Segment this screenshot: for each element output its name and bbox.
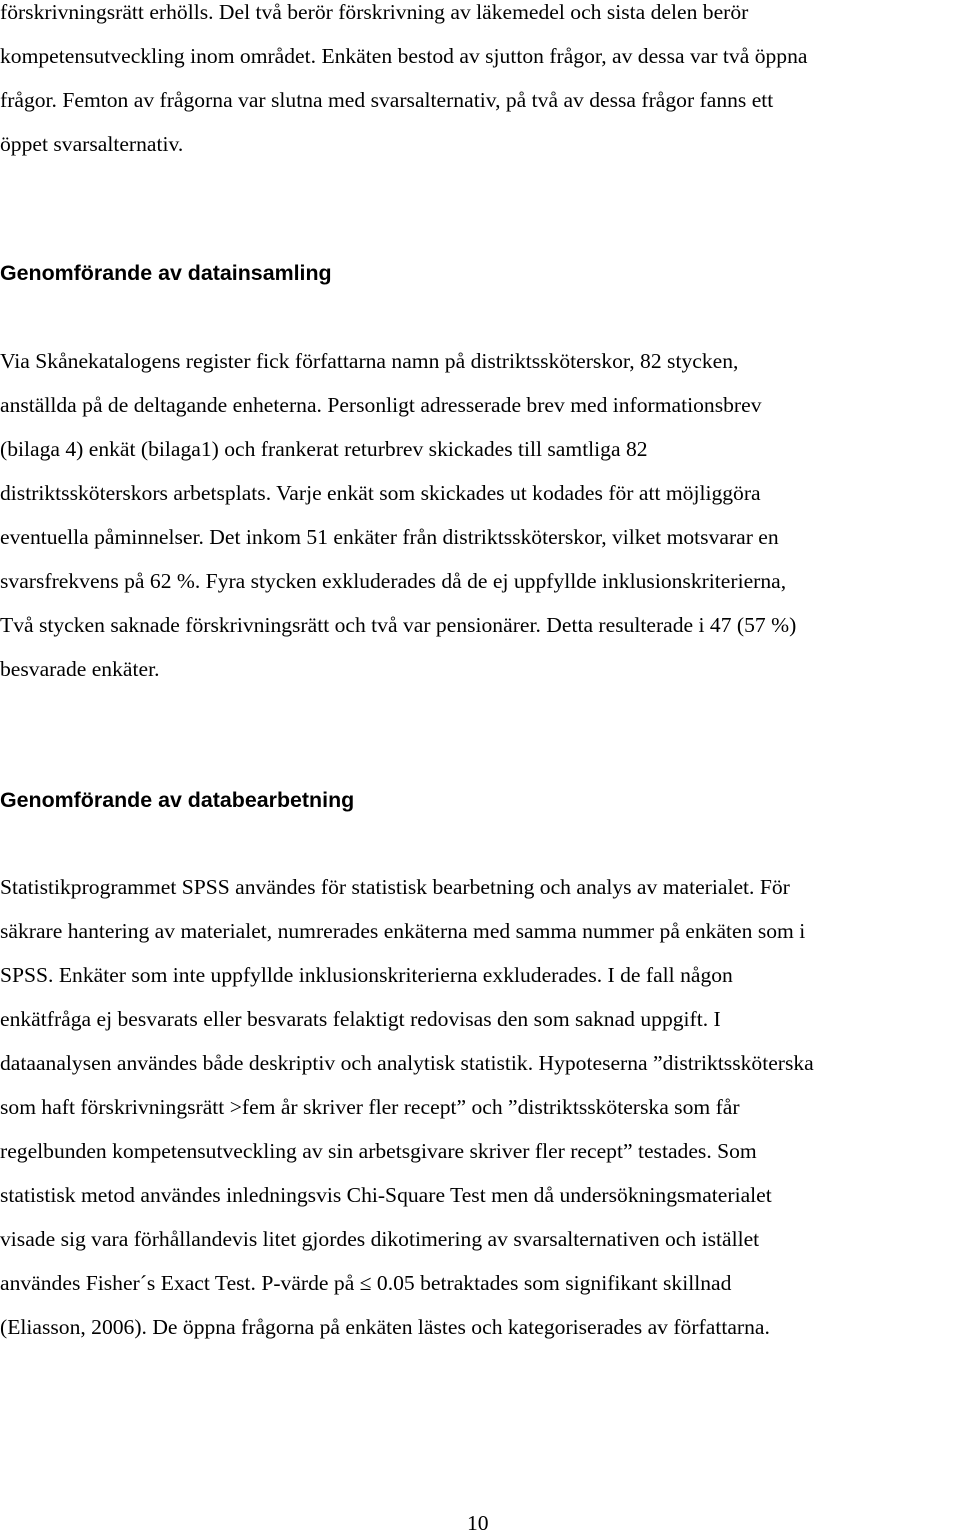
- paragraph-line: besvarade enkäter.: [0, 657, 160, 681]
- paragraph-line: Två stycken saknade förskrivningsrätt och två var pensionärer. Detta resulterade i 47 (57 %): [0, 613, 797, 637]
- paragraph-line: som haft förskrivningsrätt >fem år skriver fler recept” och ”distriktssköterska som får: [0, 1095, 740, 1119]
- paragraph-line: anställda på de deltagande enheterna. Personligt adresserade brev med informationsbrev: [0, 393, 762, 417]
- page-number: 10: [467, 1511, 489, 1535]
- section-heading: Genomförande av datainsamling: [0, 261, 332, 285]
- paragraph-line: regelbunden kompetensutveckling av sin arbetsgivare skriver fler recept” testades. Som: [0, 1139, 757, 1163]
- paragraph-line: (Eliasson, 2006). De öppna frågorna på enkäten lästes och kategoriserades av författarna.: [0, 1315, 770, 1339]
- paragraph-line: (bilaga 4) enkät (bilaga1) och frankerat returbrev skickades till samtliga 82: [0, 437, 648, 461]
- intro-line: frågor. Femton av frågorna var slutna med svarsalternativ, på två av dessa frågor fanns ett: [0, 88, 774, 112]
- paragraph-line: svarsfrekvens på 62 %. Fyra stycken exkluderades då de ej uppfyllde inklusionskriterierna,: [0, 569, 787, 593]
- paragraph-line: distriktssköterskors arbetsplats. Varje enkät som skickades ut kodades för att möjliggöra: [0, 481, 761, 505]
- paragraph-line: säkrare hantering av materialet, numrerades enkäterna med samma nummer på enkäten som i: [0, 919, 806, 943]
- intro-line: kompetensutveckling inom området. Enkäten bestod av sjutton frågor, av dessa var två öppna: [0, 44, 808, 68]
- paragraph-line: visade sig vara förhållandevis litet gjordes dikotimering av svarsalternativen och istället: [0, 1227, 760, 1251]
- intro-line: förskrivningsrätt erhölls. Del två berör förskrivning av läkemedel och sista delen berör: [0, 0, 749, 24]
- paragraph-line: Statistikprogrammet SPSS användes för statistisk bearbetning och analys av materialet. För: [0, 875, 790, 899]
- paragraph-line: dataanalysen användes både deskriptiv och analytisk statistik. Hypoteserna ”distriktssköterska: [0, 1051, 814, 1075]
- paragraph-line: Via Skånekatalogens register fick författarna namn på distriktssköterskor, 82 stycken,: [0, 349, 739, 373]
- section-heading: Genomförande av databearbetning: [0, 788, 355, 812]
- paragraph-line: statistisk metod användes inledningsvis Chi-Square Test men då undersökningsmaterialet: [0, 1183, 772, 1207]
- paragraph-line: eventuella påminnelser. Det inkom 51 enkäter från distriktssköterskor, vilket motsvarar en: [0, 525, 779, 549]
- paragraph-line: användes Fisher´s Exact Test. P-värde på ≤ 0.05 betraktades som signifikant skillnad: [0, 1271, 732, 1295]
- paragraph-line: SPSS. Enkäter som inte uppfyllde inklusionskriterierna exkluderades. I de fall någon: [0, 963, 733, 987]
- intro-line: öppet svarsalternativ.: [0, 132, 184, 156]
- paragraph-line: enkätfråga ej besvarats eller besvarats felaktigt redovisas den som saknad uppgift. I: [0, 1007, 721, 1031]
